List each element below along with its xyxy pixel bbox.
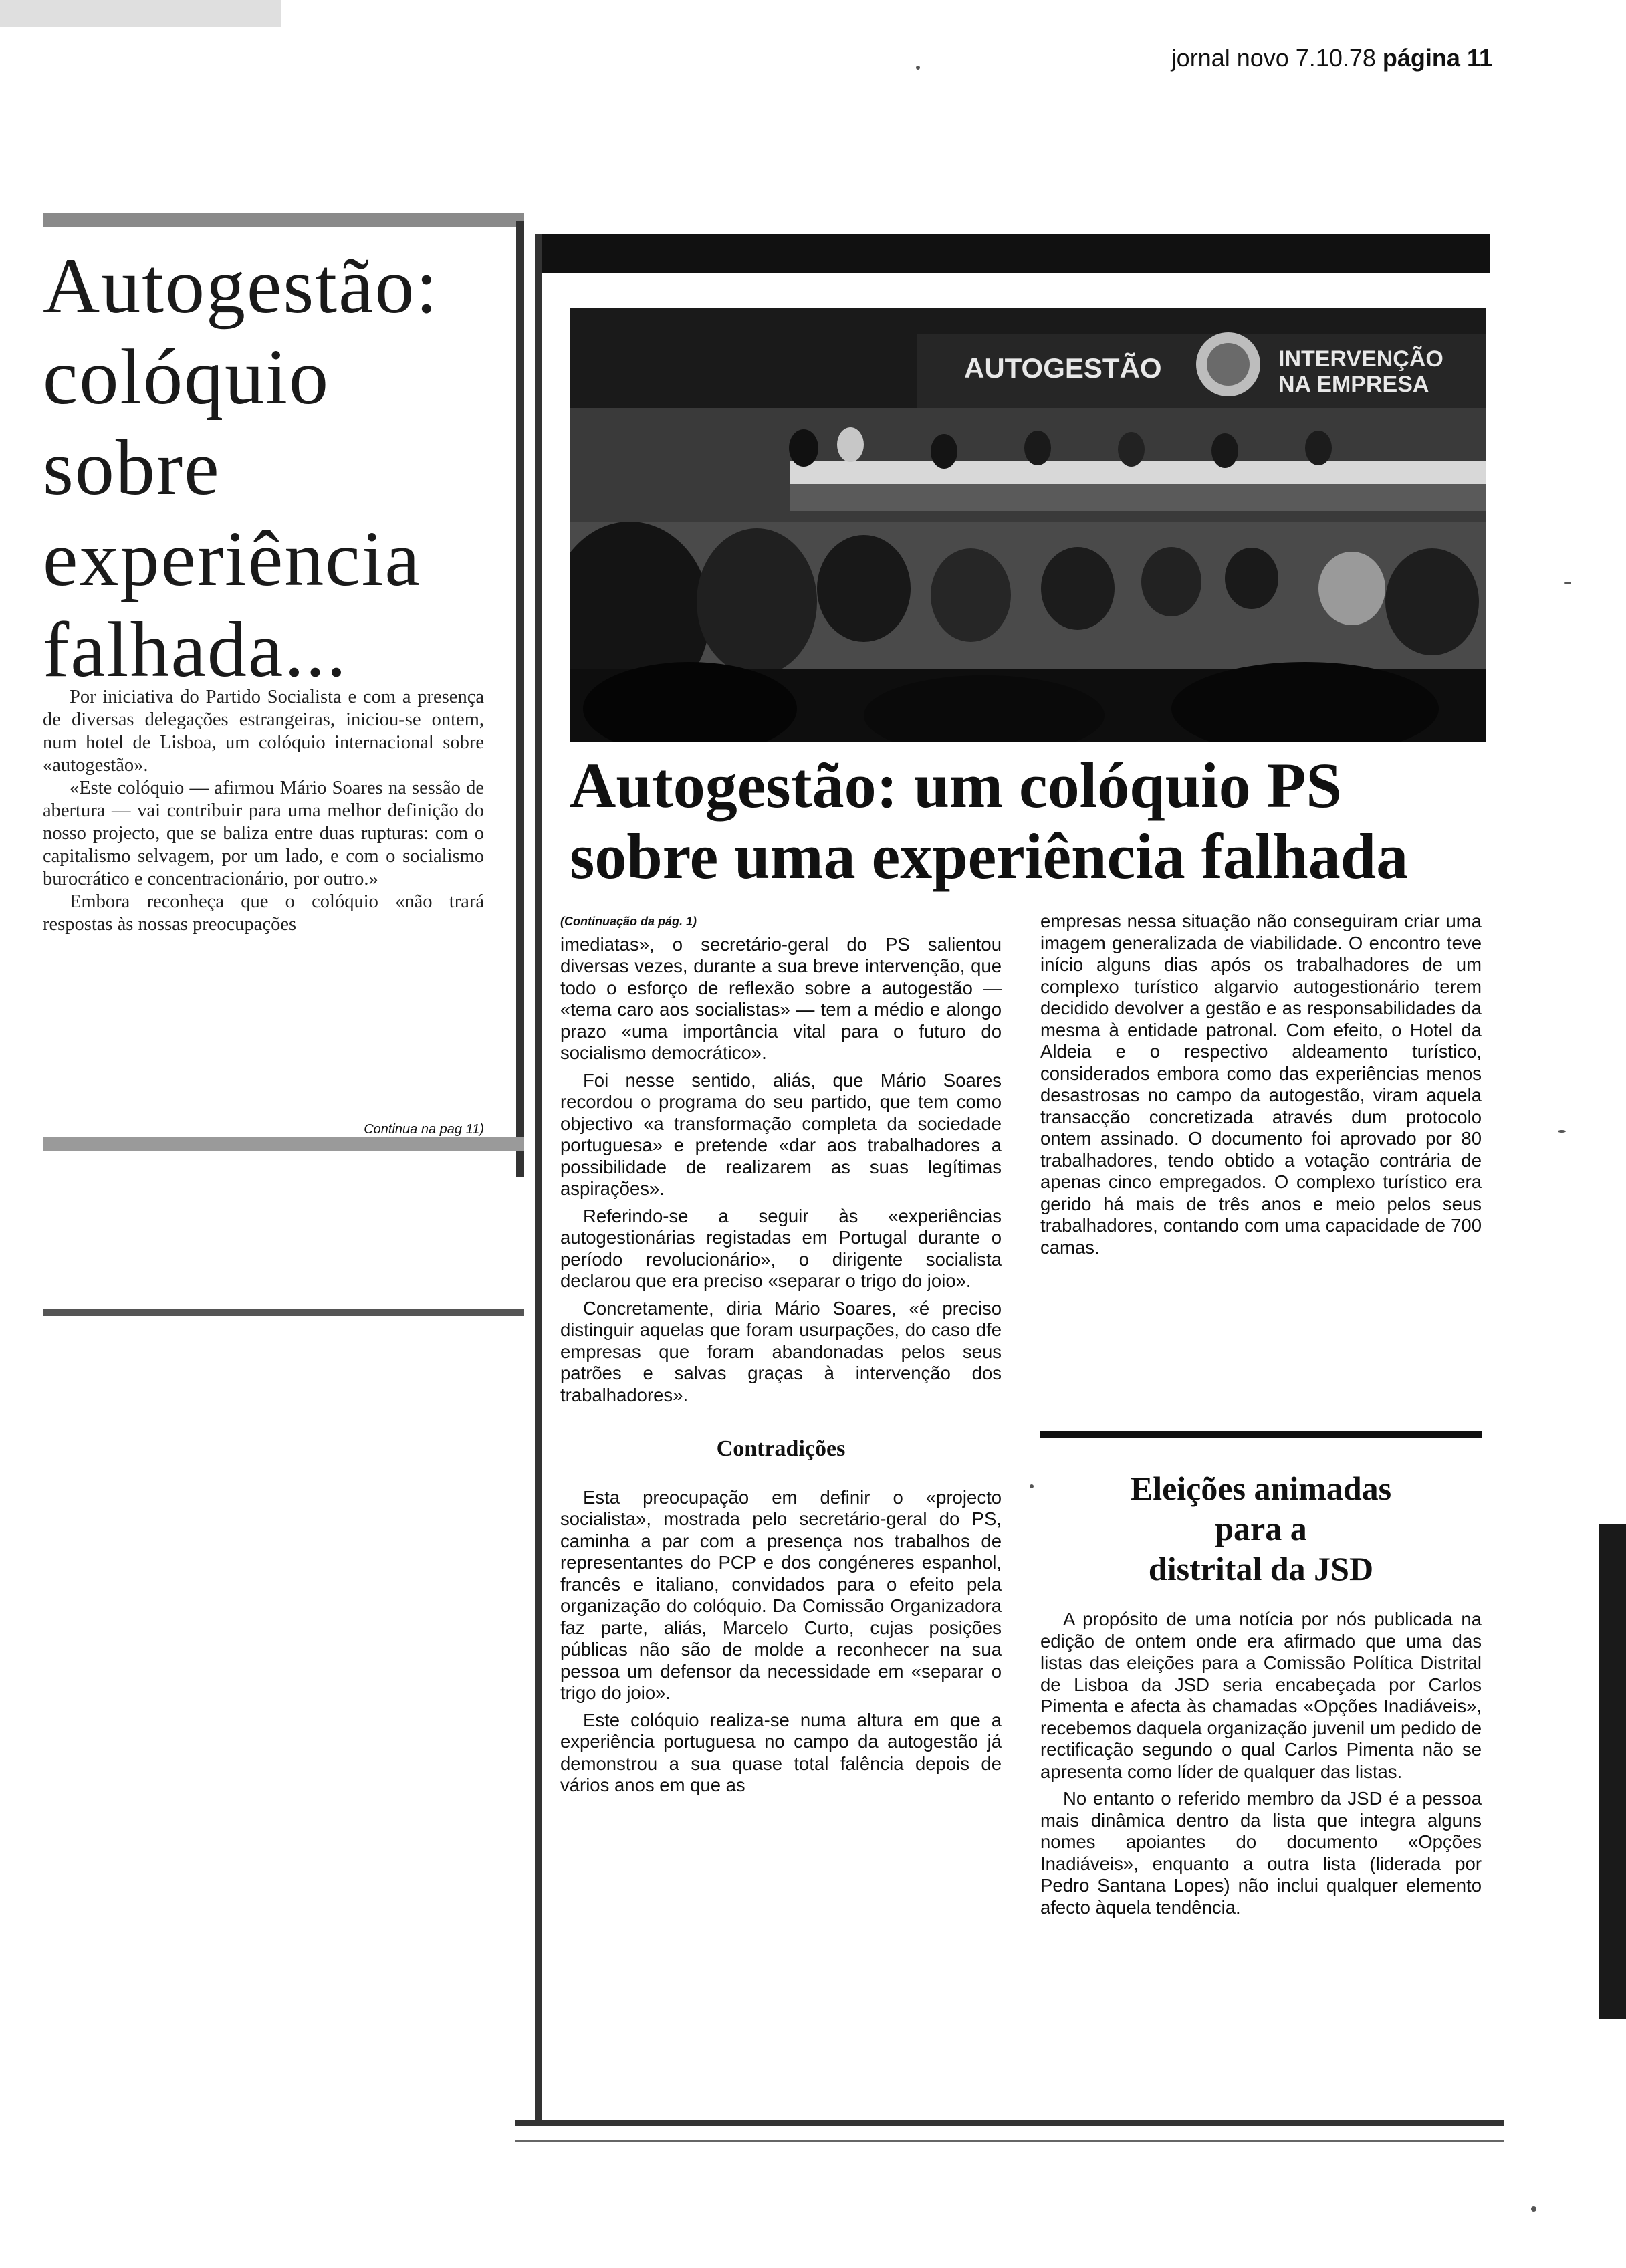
left-continuation-note: Continua na pag 11): [364, 1122, 484, 1137]
right-edge-artifact: [1599, 1524, 1626, 2019]
left-article-body: [43, 686, 484, 936]
print-speck: [1030, 1484, 1034, 1488]
print-speck: [1558, 1130, 1566, 1133]
main-top-black-bar: [535, 234, 1490, 273]
main-bottom-rule-2: [515, 2140, 1504, 2142]
conference-photo: [570, 308, 1486, 742]
left-top-rule: [43, 213, 524, 227]
left-column-border: [516, 221, 524, 1177]
main-article-column-1: [560, 911, 1002, 1802]
jsd-top-rule: [1040, 1431, 1482, 1438]
left-headline-line: colóquio: [43, 333, 330, 421]
left-lower-rule: [43, 1309, 524, 1316]
jsd-headline-line: distrital da JSD: [1148, 1550, 1374, 1587]
main-left-border: [535, 234, 542, 2126]
main-paragraph: Esta preocupação em definir o «projecto socialista», mostrada pelo secretário-geral do PS, caminha a par com a presença nos trabalhos de representantes do PCP e dos congéneres espanhol, francês e italiano, convidados para o efeito pela organização do colóquio. Da Comissão Organizadora faz parte, aliás, Marcelo Curto, cujas posições públicas não são de molde a reconhecer na sua pessoa um defensor da necessidade em «separar o trigo do joio».: [560, 1486, 1002, 1703]
top-left-torn-edge: [0, 0, 281, 27]
left-bottom-rule: [43, 1137, 524, 1151]
main-paragraph: Concretamente, diria Mário Soares, «é preciso distinguir aquelas que foram usurpações, do caso dfe empresas que foram abandonadas pelos seus patrões e salvas graças à intervenção dos trabalhadores».: [560, 1297, 1002, 1405]
jsd-headline: [1040, 1468, 1482, 1589]
main-article-column-2: [1040, 911, 1482, 1264]
main-headline-line: Autogestão: um colóquio PS: [570, 750, 1342, 821]
left-headline-line: falhada...: [43, 606, 348, 693]
main-bottom-rule: [515, 2120, 1504, 2126]
left-headline-line: experiência: [43, 515, 421, 602]
jsd-headline-line: para a: [1215, 1510, 1307, 1547]
main-headline: [570, 750, 1506, 892]
main-paragraph: empresas nessa situação não conseguiram criar uma imagem generalizada de viabilidade. O encontro teve início alguns dias após os trabalhadores de um complexo turístico algarvio autogestionário terem decidido devolver a gestão e as responsabilidades da mesma à entidade patronal. Com efeito, o Hotel da Aldeia e o respectivo aldeamento turístico, considerados embora como das experiências menos desastrosas no campo da autogestão, viram aquela transacção concretizada através dum protocolo ontem assinado. O documento foi aprovado por 80 trabalhadores, tendo obtido a votação contrária de apenas cinco empregados. O complexo turístico era gerido há mais de três anos e meio pelos seus trabalhadores, contando com uma capacidade de 700 camas.: [1040, 911, 1482, 1258]
main-paragraph: imediatas», o secretário-geral do PS salientou diversas vezes, durante a sua breve intervenção, que todo o esforço de reflexão sobre a autogestão — «tema caro aos socialistas» — tem a médio e alongo prazo «uma importância vital para o futuro do socialismo democrático».: [560, 933, 1002, 1063]
jsd-article: [1040, 1468, 1482, 1924]
page-number: página 11: [1382, 44, 1492, 72]
jsd-paragraph: A propósito de uma notícia por nós publicada na edição de ontem onde era afirmado que uma das listas das eleições para a Comissão Política Distrital de Lisboa da JSD seria encabeçada por Carlos Pimenta e afecta às chamadas «Opções Inadiáveis», recebemos daquela organização juvenil um pedido de rectificação segundo o qual Carlos Pimenta não se apresenta como líder de qualquer das listas.: [1040, 1609, 1482, 1782]
page-header: [1171, 44, 1492, 72]
banner-right-line1: INTERVENÇÃO: [1278, 346, 1443, 372]
left-headline: [43, 241, 471, 695]
main-paragraph: Referindo-se a seguir às «experiências autogestionárias registadas em Portugal durante o período revolucionário», o dirigente socialista declarou que era preciso «separar o trigo do joio».: [560, 1205, 1002, 1291]
jsd-paragraph: No entanto o referido membro da JSD é a pessoa mais dinâmica dentro da lista que integra alguns nomes apoiantes do documento «Opções Inadiáveis», enquanto a outra lista (liderada por Pedro Santana Lopes) não inclui qualquer elemento afecto àquela tendência.: [1040, 1788, 1482, 1918]
conference-photo-graphic: [570, 308, 1486, 742]
print-speck: [1564, 582, 1571, 584]
left-headline-line: Autogestão:: [43, 242, 439, 330]
publication-date: jornal novo 7.10.78: [1171, 44, 1376, 72]
continuation-note: (Continuação da pág. 1): [560, 915, 697, 928]
banner-right-line2: NA EMPRESA: [1278, 372, 1429, 397]
left-paragraph: «Este colóquio — afirmou Mário Soares na sessão de abertura — vai contribuir para uma melhor definição do nosso projecto, que se baliza entre duas rupturas: com o capitalismo selvagem, por um lado, e com o socialismo burocrático e concentracionário, por outro.»: [43, 778, 484, 889]
banner-left-text: AUTOGESTÃO: [964, 352, 1162, 384]
main-paragraph: Este colóquio realiza-se numa altura em que a experiência portuguesa no campo da autogestão já demonstrou a sua quase total falência depois de vários anos em que as: [560, 1709, 1002, 1795]
main-paragraph: Foi nesse sentido, aliás, que Mário Soares recordou o programa do seu partido, que tem como objectivo «a transformação completa da sociedade portuguesa» e pretende «dar aos trabalhadores a possibilidade de realizarem as suas legítimas aspirações».: [560, 1069, 1002, 1199]
main-headline-line: sobre uma experiência falhada: [570, 820, 1409, 892]
left-paragraph: Embora reconheça que o colóquio «não trará respostas às nossas preocupações: [43, 891, 484, 935]
left-paragraph: Por iniciativa do Partido Socialista e com a presença de diversas delegações estrangeiras, iniciou-se ontem, num hotel de Lisboa, um colóquio internacional sobre «autogestão».: [43, 687, 484, 776]
print-speck: [1531, 2206, 1536, 2212]
subheading: Contradições: [716, 1436, 846, 1461]
left-headline-line: sobre: [43, 424, 221, 512]
jsd-headline-line: Eleições animadas: [1130, 1470, 1392, 1507]
print-speck: [916, 66, 920, 70]
